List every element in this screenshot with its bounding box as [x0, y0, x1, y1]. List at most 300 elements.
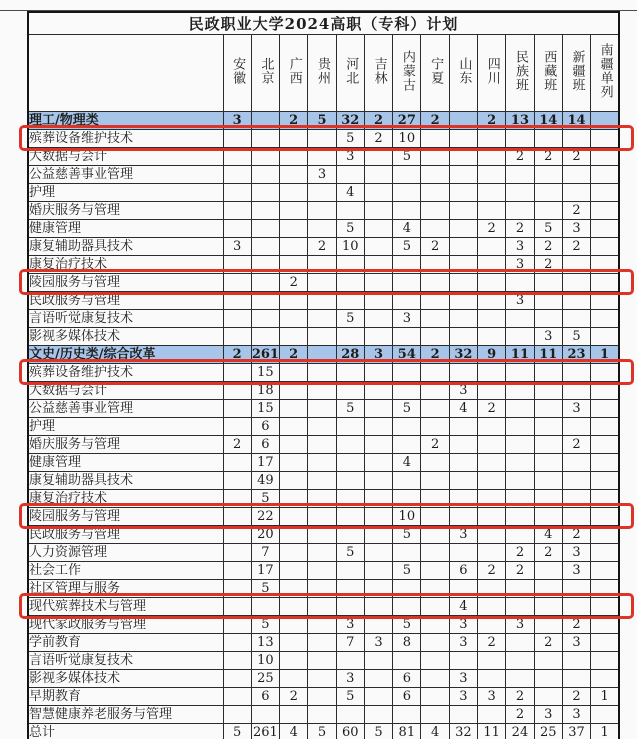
table-cell [223, 652, 251, 670]
table-cell [280, 490, 308, 508]
table-cell: 15 [251, 364, 279, 382]
table-cell: 3 [393, 310, 421, 328]
table-cell: 3 [364, 634, 392, 652]
table-cell [562, 382, 590, 400]
table-cell [421, 292, 449, 310]
table-cell [562, 508, 590, 526]
table-cell: 6 [393, 670, 421, 688]
table-cell [223, 598, 251, 616]
table-cell [223, 526, 251, 544]
table-cell [591, 598, 619, 616]
table-cell [280, 652, 308, 670]
table-cell [393, 274, 421, 292]
table-cell [449, 364, 477, 382]
table-cell [591, 292, 619, 310]
table-cell [478, 202, 506, 220]
table-cell [364, 328, 392, 346]
table-cell [308, 346, 336, 364]
table-cell [336, 526, 364, 544]
table-cell: 2 [308, 238, 336, 256]
table-cell [364, 220, 392, 238]
table-cell [308, 184, 336, 202]
table-cell: 5 [336, 544, 364, 562]
table-cell: 5 [534, 220, 562, 238]
table-cell [421, 634, 449, 652]
table-row [28, 706, 619, 724]
table-cell [280, 670, 308, 688]
table-cell [449, 490, 477, 508]
table-cell [364, 364, 392, 382]
table-cell [591, 112, 619, 130]
table-cell [591, 670, 619, 688]
table-cell: 3 [223, 112, 251, 130]
table-cell: 2 [421, 346, 449, 364]
table-cell [393, 418, 421, 436]
table-cell [534, 688, 562, 706]
table-cell [251, 256, 279, 274]
table-cell: 13 [251, 634, 279, 652]
table-cell [506, 526, 534, 544]
table-cell [280, 418, 308, 436]
table-cell: 3 [562, 562, 590, 580]
table-cell: 5 [336, 400, 364, 418]
table-cell [280, 580, 308, 598]
table-cell: 3 [534, 706, 562, 724]
table-cell: 4 [534, 526, 562, 544]
corner-cell [28, 35, 223, 112]
row-label: 影视多媒体技术 [28, 670, 223, 688]
table-cell [591, 490, 619, 508]
table-cell [449, 310, 477, 328]
row-label: 健康管理 [28, 454, 223, 472]
table-cell [251, 274, 279, 292]
column-header-label: 西藏班 [541, 50, 557, 92]
table-cell [308, 508, 336, 526]
table-cell [364, 526, 392, 544]
table-row [28, 184, 619, 202]
column-header [280, 35, 308, 112]
table-cell [308, 436, 336, 454]
table-cell [534, 184, 562, 202]
table-cell: 5 [393, 400, 421, 418]
table-cell: 3 [449, 634, 477, 652]
table-cell: 11 [506, 346, 534, 364]
table-cell: 3 [449, 616, 477, 634]
table-cell [223, 166, 251, 184]
table-cell: 4 [421, 724, 449, 739]
table-cell [591, 652, 619, 670]
table-cell [478, 508, 506, 526]
table-cell: 2 [280, 346, 308, 364]
section-row [28, 112, 619, 130]
table-cell [534, 580, 562, 598]
table-cell: 2 [421, 112, 449, 130]
table-cell: 2 [562, 526, 590, 544]
table-cell [393, 364, 421, 382]
table-cell [308, 688, 336, 706]
table-cell [562, 184, 590, 202]
row-label: 护理 [28, 184, 223, 202]
table-cell [591, 166, 619, 184]
table-cell [364, 652, 392, 670]
table-cell [280, 202, 308, 220]
table-cell [336, 418, 364, 436]
table-cell [336, 472, 364, 490]
table-cell: 5 [393, 238, 421, 256]
table-cell [534, 310, 562, 328]
table-cell [449, 706, 477, 724]
table-cell: 3 [506, 238, 534, 256]
table-cell [421, 670, 449, 688]
table-cell: 32 [336, 112, 364, 130]
table-cell [223, 634, 251, 652]
table-cell: 1 [591, 724, 619, 739]
row-label: 现代家政服务与管理 [28, 616, 223, 634]
table-cell [534, 436, 562, 454]
table-cell [251, 220, 279, 238]
table-cell [591, 526, 619, 544]
table-cell [506, 490, 534, 508]
table-cell: 9 [478, 346, 506, 364]
row-label: 护理 [28, 418, 223, 436]
table-cell [534, 652, 562, 670]
table-cell [251, 130, 279, 148]
column-header-label: 山东 [456, 57, 472, 85]
table-cell [449, 454, 477, 472]
table-cell: 2 [478, 562, 506, 580]
row-label: 公益慈善事业管理 [28, 166, 223, 184]
table-cell: 3 [449, 526, 477, 544]
table-cell [364, 184, 392, 202]
table-cell [251, 202, 279, 220]
table-cell [308, 706, 336, 724]
row-label: 康复治疗技术 [28, 490, 223, 508]
table-cell: 3 [449, 670, 477, 688]
table-cell [223, 508, 251, 526]
table-cell: 4 [280, 724, 308, 739]
column-header [364, 35, 392, 112]
table-cell [223, 382, 251, 400]
table-row [28, 382, 619, 400]
table-cell [591, 184, 619, 202]
table-cell [364, 418, 392, 436]
column-header [591, 35, 619, 112]
table-cell [223, 130, 251, 148]
table-cell [478, 292, 506, 310]
row-label: 民政服务与管理 [28, 526, 223, 544]
column-header-label: 吉林 [371, 57, 387, 85]
table-cell [421, 202, 449, 220]
table-cell [308, 220, 336, 238]
table-row [28, 220, 619, 238]
column-header [336, 35, 364, 112]
table-cell [421, 328, 449, 346]
table-cell [251, 292, 279, 310]
table-cell [336, 454, 364, 472]
table-cell [562, 310, 590, 328]
table-cell: 5 [336, 130, 364, 148]
table-cell: 14 [534, 112, 562, 130]
table-cell [478, 148, 506, 166]
table-cell: 20 [251, 526, 279, 544]
table-cell: 4 [449, 400, 477, 418]
table-cell [421, 472, 449, 490]
table-cell [336, 292, 364, 310]
table-cell [534, 400, 562, 418]
table-cell: 3 [562, 706, 590, 724]
table-cell [591, 400, 619, 418]
table-cell [534, 562, 562, 580]
table-row [28, 508, 619, 526]
table-cell: 2 [223, 346, 251, 364]
column-header-row [28, 35, 619, 112]
table-cell: 2 [506, 148, 534, 166]
table-row [28, 652, 619, 670]
row-label: 智慧健康养老服务与管理 [28, 706, 223, 724]
table-cell: 17 [251, 454, 279, 472]
table-cell [591, 454, 619, 472]
table-cell [336, 508, 364, 526]
table-cell: 3 [506, 616, 534, 634]
table-cell [251, 310, 279, 328]
table-cell: 3 [336, 670, 364, 688]
table-cell [364, 382, 392, 400]
table-cell [449, 328, 477, 346]
table-cell: 5 [336, 220, 364, 238]
table-cell [336, 202, 364, 220]
table-cell [449, 418, 477, 436]
table-cell: 5 [251, 490, 279, 508]
table-cell [308, 418, 336, 436]
table-cell: 2 [506, 706, 534, 724]
table-row [28, 598, 619, 616]
table-cell [421, 580, 449, 598]
table-cell: 2 [562, 616, 590, 634]
table-cell: 24 [506, 724, 534, 739]
table-cell [308, 400, 336, 418]
table-cell [562, 670, 590, 688]
table-cell [308, 310, 336, 328]
table-cell: 3 [506, 292, 534, 310]
table-cell: 5 [393, 526, 421, 544]
table-cell [478, 706, 506, 724]
table-cell [591, 472, 619, 490]
table-cell [449, 166, 477, 184]
table-cell [421, 652, 449, 670]
table-cell [280, 616, 308, 634]
table-cell [336, 382, 364, 400]
table-cell [336, 364, 364, 382]
table-cell [364, 580, 392, 598]
table-cell [421, 382, 449, 400]
table-cell: 3 [449, 688, 477, 706]
column-header [421, 35, 449, 112]
table-cell: 2 [364, 130, 392, 148]
table-cell [280, 598, 308, 616]
table-row [28, 238, 619, 256]
table-cell [251, 112, 279, 130]
table-cell: 4 [449, 598, 477, 616]
table-row [28, 472, 619, 490]
table-cell [393, 202, 421, 220]
table-cell [251, 166, 279, 184]
column-header-label: 河北 [343, 57, 359, 85]
table-cell: 7 [336, 634, 364, 652]
row-label: 人力资源管理 [28, 544, 223, 562]
table-cell: 2 [534, 238, 562, 256]
table-cell: 1 [591, 688, 619, 706]
table-cell [506, 436, 534, 454]
column-header [393, 35, 421, 112]
table-cell [562, 166, 590, 184]
table-cell [449, 130, 477, 148]
table-cell [251, 706, 279, 724]
table-cell [562, 130, 590, 148]
table-cell [280, 166, 308, 184]
table-cell [449, 292, 477, 310]
table-cell: 2 [364, 112, 392, 130]
column-header-label: 宁夏 [428, 57, 444, 85]
table-cell [280, 148, 308, 166]
table-row [28, 436, 619, 454]
table-cell [591, 508, 619, 526]
table-cell: 13 [506, 112, 534, 130]
table-cell: 7 [251, 544, 279, 562]
table-cell: 6 [251, 436, 279, 454]
table-cell: 2 [506, 220, 534, 238]
table-cell [223, 490, 251, 508]
table-cell [393, 382, 421, 400]
table-cell [223, 472, 251, 490]
table-cell [591, 616, 619, 634]
table-cell [478, 616, 506, 634]
table-cell [421, 508, 449, 526]
table-cell [280, 508, 308, 526]
table-cell [308, 328, 336, 346]
table-cell [534, 130, 562, 148]
column-header [506, 35, 534, 112]
table-cell: 261 [251, 724, 279, 739]
table-cell [534, 202, 562, 220]
table-cell [591, 256, 619, 274]
table-cell [223, 688, 251, 706]
table-cell [421, 256, 449, 274]
table-row [28, 130, 619, 148]
table-cell [280, 634, 308, 652]
table-cell: 2 [421, 238, 449, 256]
column-header-label: 四川 [484, 57, 500, 85]
table-cell: 5 [223, 724, 251, 739]
table-cell [562, 580, 590, 598]
table-cell [280, 472, 308, 490]
table-cell [506, 274, 534, 292]
table-cell [223, 148, 251, 166]
table-cell [478, 652, 506, 670]
table-cell [506, 184, 534, 202]
table-cell [364, 616, 392, 634]
table-cell [591, 220, 619, 238]
table-cell [478, 328, 506, 346]
table-row [28, 688, 619, 706]
table-cell: 2 [280, 112, 308, 130]
table-title-row [28, 12, 619, 35]
table-cell: 6 [251, 418, 279, 436]
table-cell [534, 454, 562, 472]
table-cell [223, 310, 251, 328]
table-cell: 23 [562, 346, 590, 364]
table-cell [478, 472, 506, 490]
table-cell: 11 [534, 346, 562, 364]
table-cell: 2 [534, 544, 562, 562]
table-cell [308, 256, 336, 274]
table-row [28, 364, 619, 382]
row-label: 康复治疗技术 [28, 256, 223, 274]
table-cell: 2 [534, 256, 562, 274]
table-cell: 3 [223, 238, 251, 256]
table-cell: 3 [336, 148, 364, 166]
table-cell [393, 706, 421, 724]
table-cell [251, 184, 279, 202]
table-cell [534, 382, 562, 400]
table-row [28, 256, 619, 274]
column-header-label: 安徽 [230, 57, 246, 85]
table-row [28, 310, 619, 328]
table-cell [223, 328, 251, 346]
table-cell [280, 544, 308, 562]
table-cell [478, 130, 506, 148]
table-cell [421, 454, 449, 472]
table-cell [308, 202, 336, 220]
table-cell [534, 670, 562, 688]
table-cell [364, 472, 392, 490]
table-cell [280, 130, 308, 148]
table-cell [534, 598, 562, 616]
table-row [28, 418, 619, 436]
table-cell [280, 526, 308, 544]
enrollment-plan-table [27, 11, 620, 739]
table-cell [393, 184, 421, 202]
table-cell: 5 [562, 328, 590, 346]
table-cell: 261 [251, 347, 279, 362]
table-cell [393, 490, 421, 508]
table-cell [534, 490, 562, 508]
table-cell [449, 238, 477, 256]
table-cell [506, 364, 534, 382]
table-cell: 4 [393, 454, 421, 472]
table-cell [308, 382, 336, 400]
table-cell [280, 256, 308, 274]
table-cell [449, 148, 477, 166]
table-cell: 10 [393, 130, 421, 148]
table-cell [364, 598, 392, 616]
table-cell [478, 526, 506, 544]
table-cell: 8 [393, 634, 421, 652]
table-cell [421, 220, 449, 238]
table-cell: 3 [562, 634, 590, 652]
table-cell: 5 [393, 148, 421, 166]
table-cell: 3 [506, 256, 534, 274]
table-row [28, 670, 619, 688]
table-cell [308, 490, 336, 508]
row-label: 影视多媒体技术 [28, 328, 223, 346]
table-cell [506, 652, 534, 670]
table-cell [364, 292, 392, 310]
row-label: 文史/历史类/综合改革 [28, 346, 223, 364]
table-cell [478, 580, 506, 598]
table-cell [223, 256, 251, 274]
table-cell [223, 292, 251, 310]
table-row [28, 544, 619, 562]
